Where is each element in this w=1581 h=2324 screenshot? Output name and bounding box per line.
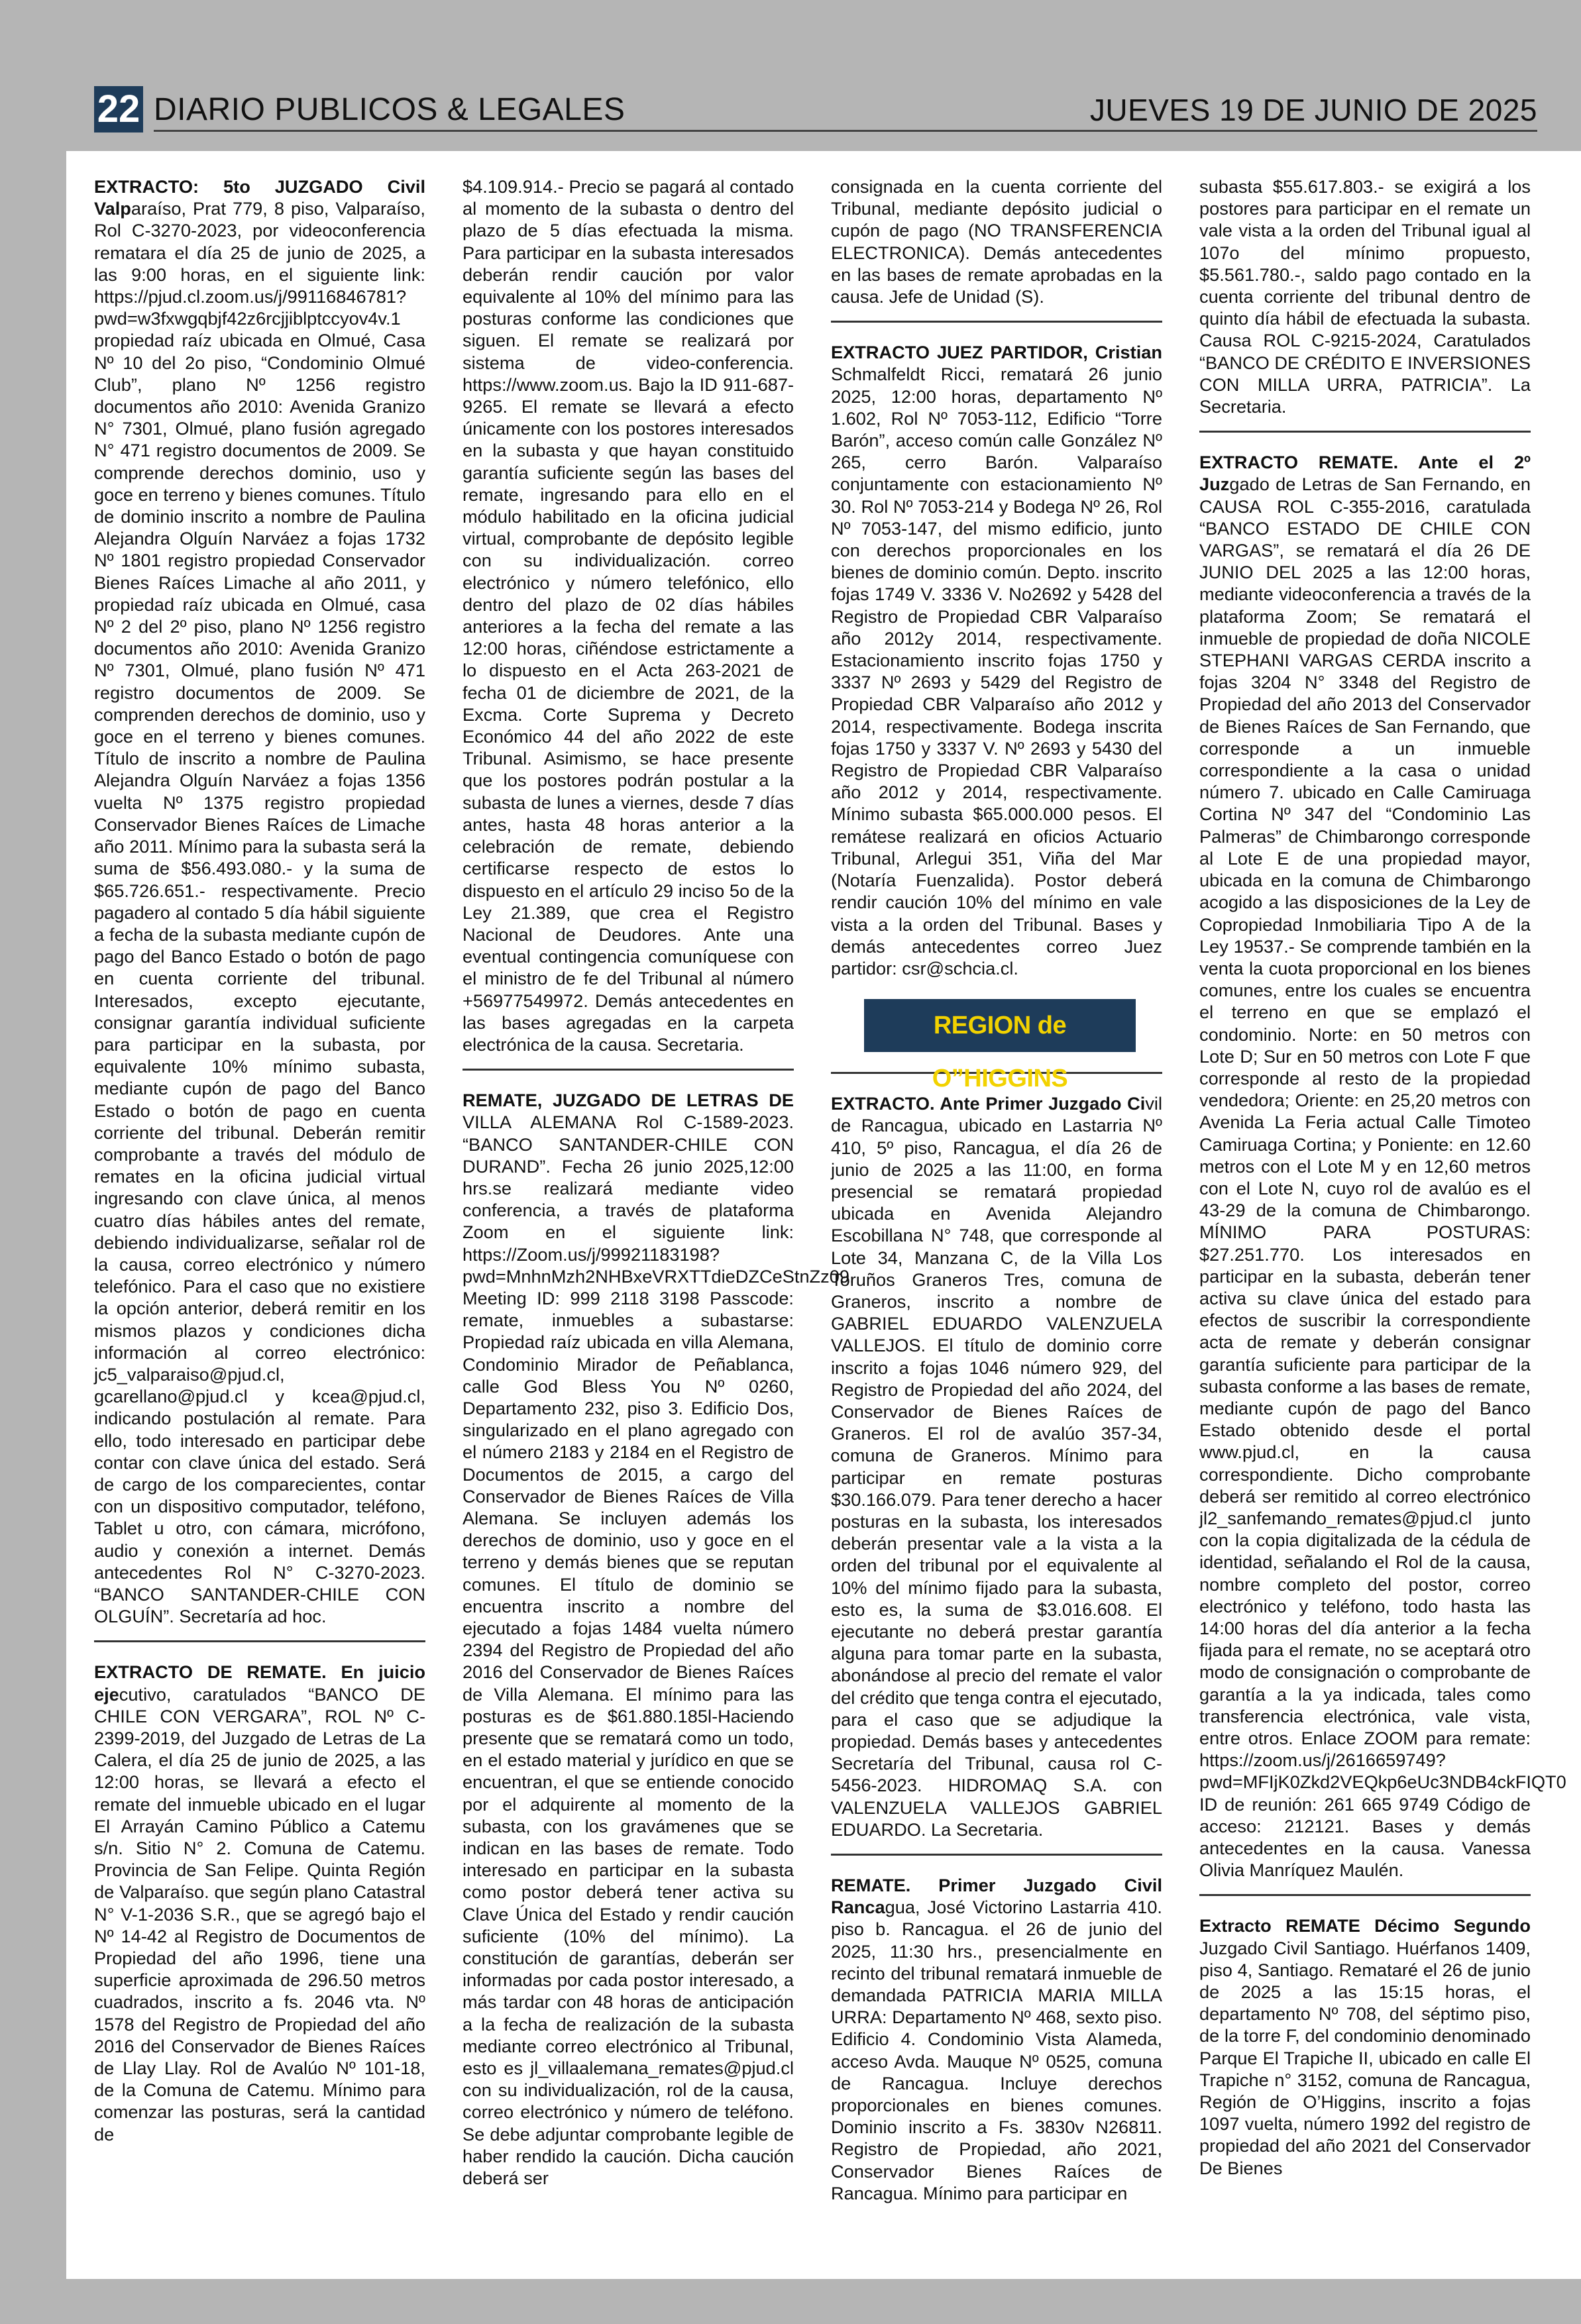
notice-separator [1199, 431, 1531, 433]
region-banner: REGION de O”HIGGINS [864, 999, 1136, 1052]
notice-body: $4.109.914.- Precio se pagará al contado al momento de la subasta o dentro del plazo de 5 días efectuada la misma. Para participar en la subasta interesados deberán rendir caución por valor equivalente al 10% del mínimo para las posturas conforme las condiciones que siguen. El remate se realizará por sistema de video-conferencia. https://www.zoom.us. Bajo la ID 911-687-9265. El remate se llevará a efecto únicamente con los postores interesados en la subasta y que hayan constituido garantía suficiente según las bases del remate, ingresando para ello en el módulo habilitado en la oficina judicial virtual, comprobante de depósito legible con su individualización. correo electrónico y número telefónico, ello dentro del plazo de 02 días hábiles anteriores a la fecha del remate a las 12:00 horas, ciñéndose estrictamente a lo dispuesto en el Acta 263-2021 de fecha 01 de diciembre de 2021, de la Excma. Corte Suprema y Decreto Económico 44 del año 2022 de este Tribunal. Asimismo, se hace presente que los postores podrán postular a la subasta de lunes a viernes, desde 7 días antes, hasta 48 horas anterior a la celebración de remate, debiendo certificarse respecto de estos lo dispuesto en el artículo 29 inciso 5o de la Ley 21.389, que crea el Registro Nacional de Deudores. Ante una eventual contingencia comuníquese con el ministro de fe del Tribunal al número +56977549972. Demás antecedentes en las bases agregadas en la carpeta electrónica de la causa. Secretaria. [463, 176, 794, 1055]
notice-separator [463, 1069, 794, 1071]
notice-remate-la-calera [94, 1661, 425, 2144]
notice-remate-san-fernando [1199, 451, 1566, 1881]
publication-title: DIARIO PUBLICOS & LEGALES [154, 92, 626, 127]
notice-body: vil de Rancagua, ubicado en Lastarria Nº 410, 5º piso, Rancagua, el día 26 de junio de 2025 a las 11:00, en forma presencial se rematará propiedad ubicada en Avenida Alejandro Escobillana N° 748, que corresponde al Lote 34, Manzana C, de la Villa Los Toruños Graneros Tres, comuna de Graneros, inscrito a nombre de GABRIEL EDUARDO VALENZUELA VALLEJOS. El título de dominio corre inscrito a fojas 1046 número 929, del Registro de Propiedad del año 2024, del Conservador de Bienes Raíces de Graneros. El rol de avalúo 357-34, comuna de Graneros. Mínimo para participar en remate posturas $30.166.079. Para tener derecho a hacer posturas en la subasta, los interesados deberán presentar vale a la vista a la orden del tribunal por el equivalente al 10% del mínimo fijado para la subasta, esto es, la suma de $3.016.608. El ejecutante no deberá prestar garantía alguna para tomar parte en la subasta, abonándose al precio del remate el valor del crédito que tenga contra el ejecutado, para el caso que se adjudique la propiedad. Demás bases y antecedentes Secretaría del Tribunal, causa rol C-5456-2023. HIDROMAQ S.A. con VALENZUELA VALLEJOS GABRIEL EDUARDO. La Secretaria. [831, 1093, 1162, 1840]
notice-heading: REMATE. Primer Juzgado Civil Ranca [831, 1875, 1162, 1918]
notice-extracto-rancagua [831, 1092, 1162, 1840]
notice-heading: EXTRACTO JUEZ PARTIDOR, Cristian [831, 342, 1162, 363]
notice-body: Schmalfeldt Ricci, rematará 26 junio 2025, 12:00 horas, departamento Nº 1.602, Rol Nº 7053-112, Edificio “Torre Barón”, acceso común calle González Nº 265, cerro Barón. Valparaíso conjuntamente con estacionamiento Nº 30. Rol Nº 7053-214 y Bodega Nº 26, Rol Nº 7053-147, del mismo edificio, junto con derechos proporcionales en los bienes de dominio común. Depto. inscrito fojas 1749 V. 3336 V. No2692 y 5428 del Registro de Propiedad CBR Valparaíso año 2012y 2014, respectivamente. Estacionamiento inscrito fojas 1750 y 3337 Nº 2693 y 5429 del Registro de Propiedad CBR Valparaíso año 2012 y 2014, respectivamente. Bodega inscrita fojas 1750 y 3337 V. Nº 2693 y 5430 del Registro de Propiedad CBR Valparaíso año 2012 y 2014, respectivamente. Mínimo subasta $65.000.000 pesos. El remátese realizará en oficios Actuario Tribunal, Arlegui 351, Viña del Mar (Notaría Fuenzalida). Postor deberá rendir caución 10% del mínimo en vale vista a la orden del Tribunal. Bases y demás antecedentes correo Juez partidor: csr@schcia.cl. [831, 364, 1162, 978]
notice-body: gado de Letras de San Fernando, en CAUSA ROL C-355-2016, caratulada “BANCO ESTADO DE CHILE CON VARGAS”, se rematará el día 26 DE JUNIO DEL 2025 a las 12:00 horas, mediante videoconferencia a través de la plataforma Zoom; Se rematará el inmueble de propiedad de doña NICOLE STEPHANI VARGAS CERDA inscrito a fojas 3204 N° 3348 del Registro de Propiedad del año 2013 del Conservador de Bienes Raíces de San Fernando, que corresponde a un inmueble correspondiente a la casa o unidad número 7. ubicado en Calle Camiruaga Cortina Nº 347 del “Condominio Las Palmeras” de Chimbarongo corresponde al Lote E de una propiedad mayor, ubicada en la comuna de Chimbarongo acogido a las disposiciones de la Ley de Copropiedad Inmobiliaria Tipo A de la Ley 19537.- Se comprende también en la venta la cuota proporcional en los bienes comunes, entre los cuales se encuentra el terreno en que se emplazó el condominio. Norte: en 50 metros con Lote D; Sur en 50 metros con Lote F que corresponde al resto de la propiedad vendedora; Oriente: en 25,20 metros con Avenida La Feria actual Calle Timoteo Camiruaga Cortina; y Poniente: en 12.60 metros con el Lote M y en 12,60 metros con el Lote N, cuyo rol de avalúo es el 43-29 de la comuna de Chimbarongo. MÍNIMO PARA POSTURAS: $27.251.770. Los interesados en participar en la subasta, deberán tener activa su clave única del estado para efectos de suscribir la correspondiente acta de remate y deberán consignar garantía suficiente para participar de la subasta conforme a las bases de remate, mediante cupón de pago del Banco Estado obtenido desde el portal www.pjud.cl, en la causa correspondiente. Dicho comprobante deberá ser remitido al correo electrónico jl2_sanfemando_remates@pjud.cl junto con la copia digitalizada de la cédula de identidad, señalando el Rol de la causa, nombre completo del postor, correo electrónico y teléfono, todo hasta las 14:00 horas del día anterior a la fecha fijada para el remate, no se aceptará otro modo de consignación o comprobante de garantía a la ya indicada, tales como transferencia electrónica, vale vista, entre otros. Enlace ZOOM para remate: https://zoom.us/j/2616659749?pwd=MFIjK0Zkd2VEQkp6eUc3NDB4ckFIQT0 ID de reunión: 261 665 9749 Código de acceso: 212121. Bases y demás antecedentes en la causa. Vanessa Olivia Manríquez Maulén. [1199, 474, 1566, 1881]
notice-body: cutivo, caratulados “BANCO DE CHILE CON VERGARA”, ROL Nº C-2399-2019, del Juzgado de Letras de La Calera, el día 25 de junio de 2025, a las 12:00 horas, se llevará a efecto el remate del inmueble ubicado en el lugar El Arrayán Camino Público a Catemu s/n. Sitio N° 2. Comuna de Catemu. Provincia de San Felipe. Quinta Región de Valparaíso. que según plano Catastral N° V-1-2036 S.R., que se agregó bajo el Nº 14-42 al Registro de Documentos de Propiedad del año 1996, tiene una superficie aproximada de 296.50 metros cuadrados, inscrito a fs. 2046 vta. Nº 1578 del Registro de Propiedad del año 2016 del Conservador de Bienes Raíces de Llay Llay. Rol de Avalúo Nº 101-18, de la Comuna de Catemu. Mínimo para comenzar las posturas, será la cantidad de [94, 1683, 425, 2144]
columns-container [94, 176, 1566, 2259]
notice-separator [1199, 1894, 1531, 1896]
notice-heading: EXTRACTO REMATE. Ante el 2º Juz [1199, 452, 1531, 495]
notice-body: consignada en la cuenta corriente del Tribunal, mediante depósito judicial o cupón de pago (NO TRANSFERENCIA ELECTRONICA). Demás antecedentes en las bases de remate aprobadas en la causa. Jefe de Unidad (S). [831, 176, 1162, 307]
notice-heading: EXTRACTO: 5to JUZGADO Civil Valp [94, 176, 425, 219]
notice-continuation [831, 176, 1162, 307]
notice-body: araíso, Prat 779, 8 piso, Valparaíso, Rol C-3270-2023, por videoconferencia rematara el día 25 de junio de 2025, a las 9:00 horas, en el siguiente link: https://pjud.cl.zoom.us/j/99116846781?pwd=w3fxwgqbjf42z6rcjjiblptccyov4v.1 propiedad raíz ubicada en Olmué, Casa Nº 10 del 2o piso, “Condominio Olmué Club”, plano Nº 1256 registro documentos año 2010: Avenida Granizo N° 7301, Olmué, plano fusión agregado N° 471 registro documentos de 2009. Se comprende derechos dominio, uso y goce en terreno y bienes comunes. Título de dominio inscrito a nombre de Paulina Alejandra Olguín Narváez a fojas 1732 Nº 1801 registro propiedad Conservador Bienes Raíces Limache al año 2011, y propiedad raíz ubicada en Olmué, casa Nº 2 del 2º piso, plano Nº 1256 registro documentos año 2010: Avenida Granizo Nº 7301, Olmué, plano fusión Nº 471 registro documentos de 2009. Se comprenden derechos de dominio, uso y goce en el terreno y bienes comunes. Título de inscrito a nombre de Paulina Alejandra Olguín Narváez a fojas 1356 vuelta Nº 1375 registro propiedad Conservador Bienes Raíces de Limache año 2011. Mínimo para la subasta será la suma de $56.493.080.- y la suma de $65.726.651.- respectivamente. Precio pagadero al contado 5 día hábil siguiente a fecha de la subasta mediante cupón de pago del Banco Estado o botón de pago en cuenta corriente del tribunal. Interesados, excepto ejecutante, consignar garantía individual suficiente para participar en la subasta, por equivalente 10% mínimo subasta, mediante cupón de pago del Banco Estado o botón de pago en cuenta corriente del tribunal. Deberán remitir comprobante a través del módulo de remates en la oficina judicial virtual ingresando con clave única, al menos cuatro días hábiles antes del remate, debiendo individualizarse, señalar rol de la causa, correo electrónico y número telefónico. Para el caso que no existiere la opción anterior, deberá remitir en los mismos plazos y condiciones dicha información al correo electrónico: jc5_valparaiso@pjud.cl, gcarellano@pjud.cl y kcea@pjud.cl, indicando postulación al remate. Para ello, todo interesado en participar debe contar con clave única del estado. Será de cargo de los comparecientes, contar con un dispositivo computador, teléfono, Tablet u otro, con cámara, micrófono, audio y conexión a internet. Demás antecedentes Rol N° C-3270-2023. “BANCO SANTANDER-CHILE CON OLGUÍN”. Secretaría ad hoc. [94, 198, 425, 1627]
notice-body: Juzgado Civil Santiago. Huérfanos 1409, piso 4, Santiago. Remataré el 26 de junio de 2025 a las 15:15 horas, el departamento Nº 708, del séptimo piso, de la torre F, del condominio denominado Parque El Trapiche II, ubicado en calle El Trapiche n° 3152, comuna de Rancagua, Región de O’Higgins, inscrito a fojas 1097 vuelta, número 1992 del registro de propiedad del año 2021 del Conservador De Bienes [1199, 1937, 1531, 2178]
notice-remate-rancagua [831, 1874, 1162, 2204]
notice-separator [94, 1640, 425, 1642]
notice-heading: EXTRACTO DE REMATE. En juicio eje [94, 1662, 425, 1705]
notice-separator [831, 1854, 1162, 1856]
notice-heading: REMATE, JUZGADO DE LETRAS DE [463, 1090, 794, 1111]
page-header [0, 0, 1581, 142]
notice-juez-partidor [831, 341, 1162, 979]
header-rule [154, 130, 1537, 132]
column-2 [463, 176, 855, 2259]
page-number: 22 [94, 86, 143, 132]
notice-heading: EXTRACTO. Ante Primer Juzgado Ci [831, 1093, 1146, 1114]
notice-continuation [1199, 176, 1531, 417]
column-3 [831, 176, 1162, 2259]
column-4 [1199, 176, 1566, 2259]
notice-body: subasta $55.617.803.- se exigirá a los postores para participar en el remate un vale vista a la orden del Tribunal igual al 107o del mínimo propuesto, $5.561.780.-, saldo pago contado en la cuenta corriente del tribunal dentro de quinto día hábil de efectuada la subasta. Causa ROL C-9215-2024, Caratulados “BANCO DE CRÉDITO E INVERSIONES CON MILLA URRA, PATRICIA”. La Secretaria. [1199, 176, 1531, 417]
notice-remate-villa-alemana [463, 1089, 855, 2189]
notice-remate-santiago [1199, 1915, 1531, 2178]
column-1 [94, 176, 425, 2259]
notice-separator [831, 321, 1162, 323]
notice-continuation [463, 176, 794, 1055]
notice-extracto-valparaiso [94, 176, 425, 1627]
notice-body: gua, José Victorino Lastarria 410. piso b. Rancagua. el 26 de junio del 2025, 11:30 hrs., presencialmente en recinto del tribunal rematará inmueble de demandada PATRICIA MARIA MILLA URRA: Departamento Nº 468, sexto piso. Edificio 4. Condominio Vista Alameda, acceso Avda. Mauque Nº 0525, comuna de Rancagua. Incluye derechos proporcionales en bienes comunes. Dominio inscrito a Fs. 3830v N26811. Registro de Propiedad, año 2021, Conservador Bienes Raíces de Rancagua. Mínimo para participar en [831, 1897, 1162, 2203]
issue-date: JUEVES 19 DE JUNIO DE 2025 [1089, 93, 1537, 127]
notice-heading: Extracto REMATE Décimo Segundo [1199, 1915, 1531, 1936]
notice-body: VILLA ALEMANA Rol C-1589-2023. “BANCO SANTANDER-CHILE CON DURAND”. Fecha 26 junio 2025,12:00 hrs.se realizará mediante video conferencia, a través de plataforma Zoom en el siguiente link: https://Zoom.us/j/99921183198?pwd=MnhnMzh2NHBxeVRXTTdieDZCeStnZz09. Meeting ID: 999 2118 3198 Passcode: remate, inmuebles a subastarse: Propiedad raíz ubicada en villa Alemana, Condominio Mirador de Peñablanca, calle God Bless You Nº 0260, Departamento 232, piso 3. Edificio Dos, singularizado en el plano agregado con el número 2183 y 2184 en el Registro de Documentos de 2015, a cargo del Conservador de Bienes Raíces de Villa Alemana. Se incluyen además los derechos de dominio, uso y goce en el terreno y demás bienes que se reputan comunes. El título de dominio se encuentra inscrito a nombre del ejecutado a fojas 1484 vuelta número 2394 del Registro de Propiedad del año 2016 del Conservador de Bienes Raíces de Villa Alemana. El mínimo para las posturas es de $61.880.185l-Haciendo presente que se rematará como un todo, en el estado material y jurídico en que se encuentran, el que se entiende conocido por el adquirente al momento de la subasta, con los gravámenes que se indican en las bases de remate. Todo interesado en participar en la subasta como postor deberá tener activa su Clave Única del Estado y rendir caución suficiente (10% del mínimo). La constitución de garantías, deberán ser informadas por cada postor interesado, a más tardar con 48 horas de anticipación a la fecha de realización de la subasta mediante correo electrónico al Tribunal, esto es jl_villaalemana_remates@pjud.cl con su individualización, rol de la causa, correo electrónico y número de teléfono. Se debe adjuntar comprobante legible de haber rendido la caución. Dicha caución deberá ser [463, 1112, 855, 2189]
